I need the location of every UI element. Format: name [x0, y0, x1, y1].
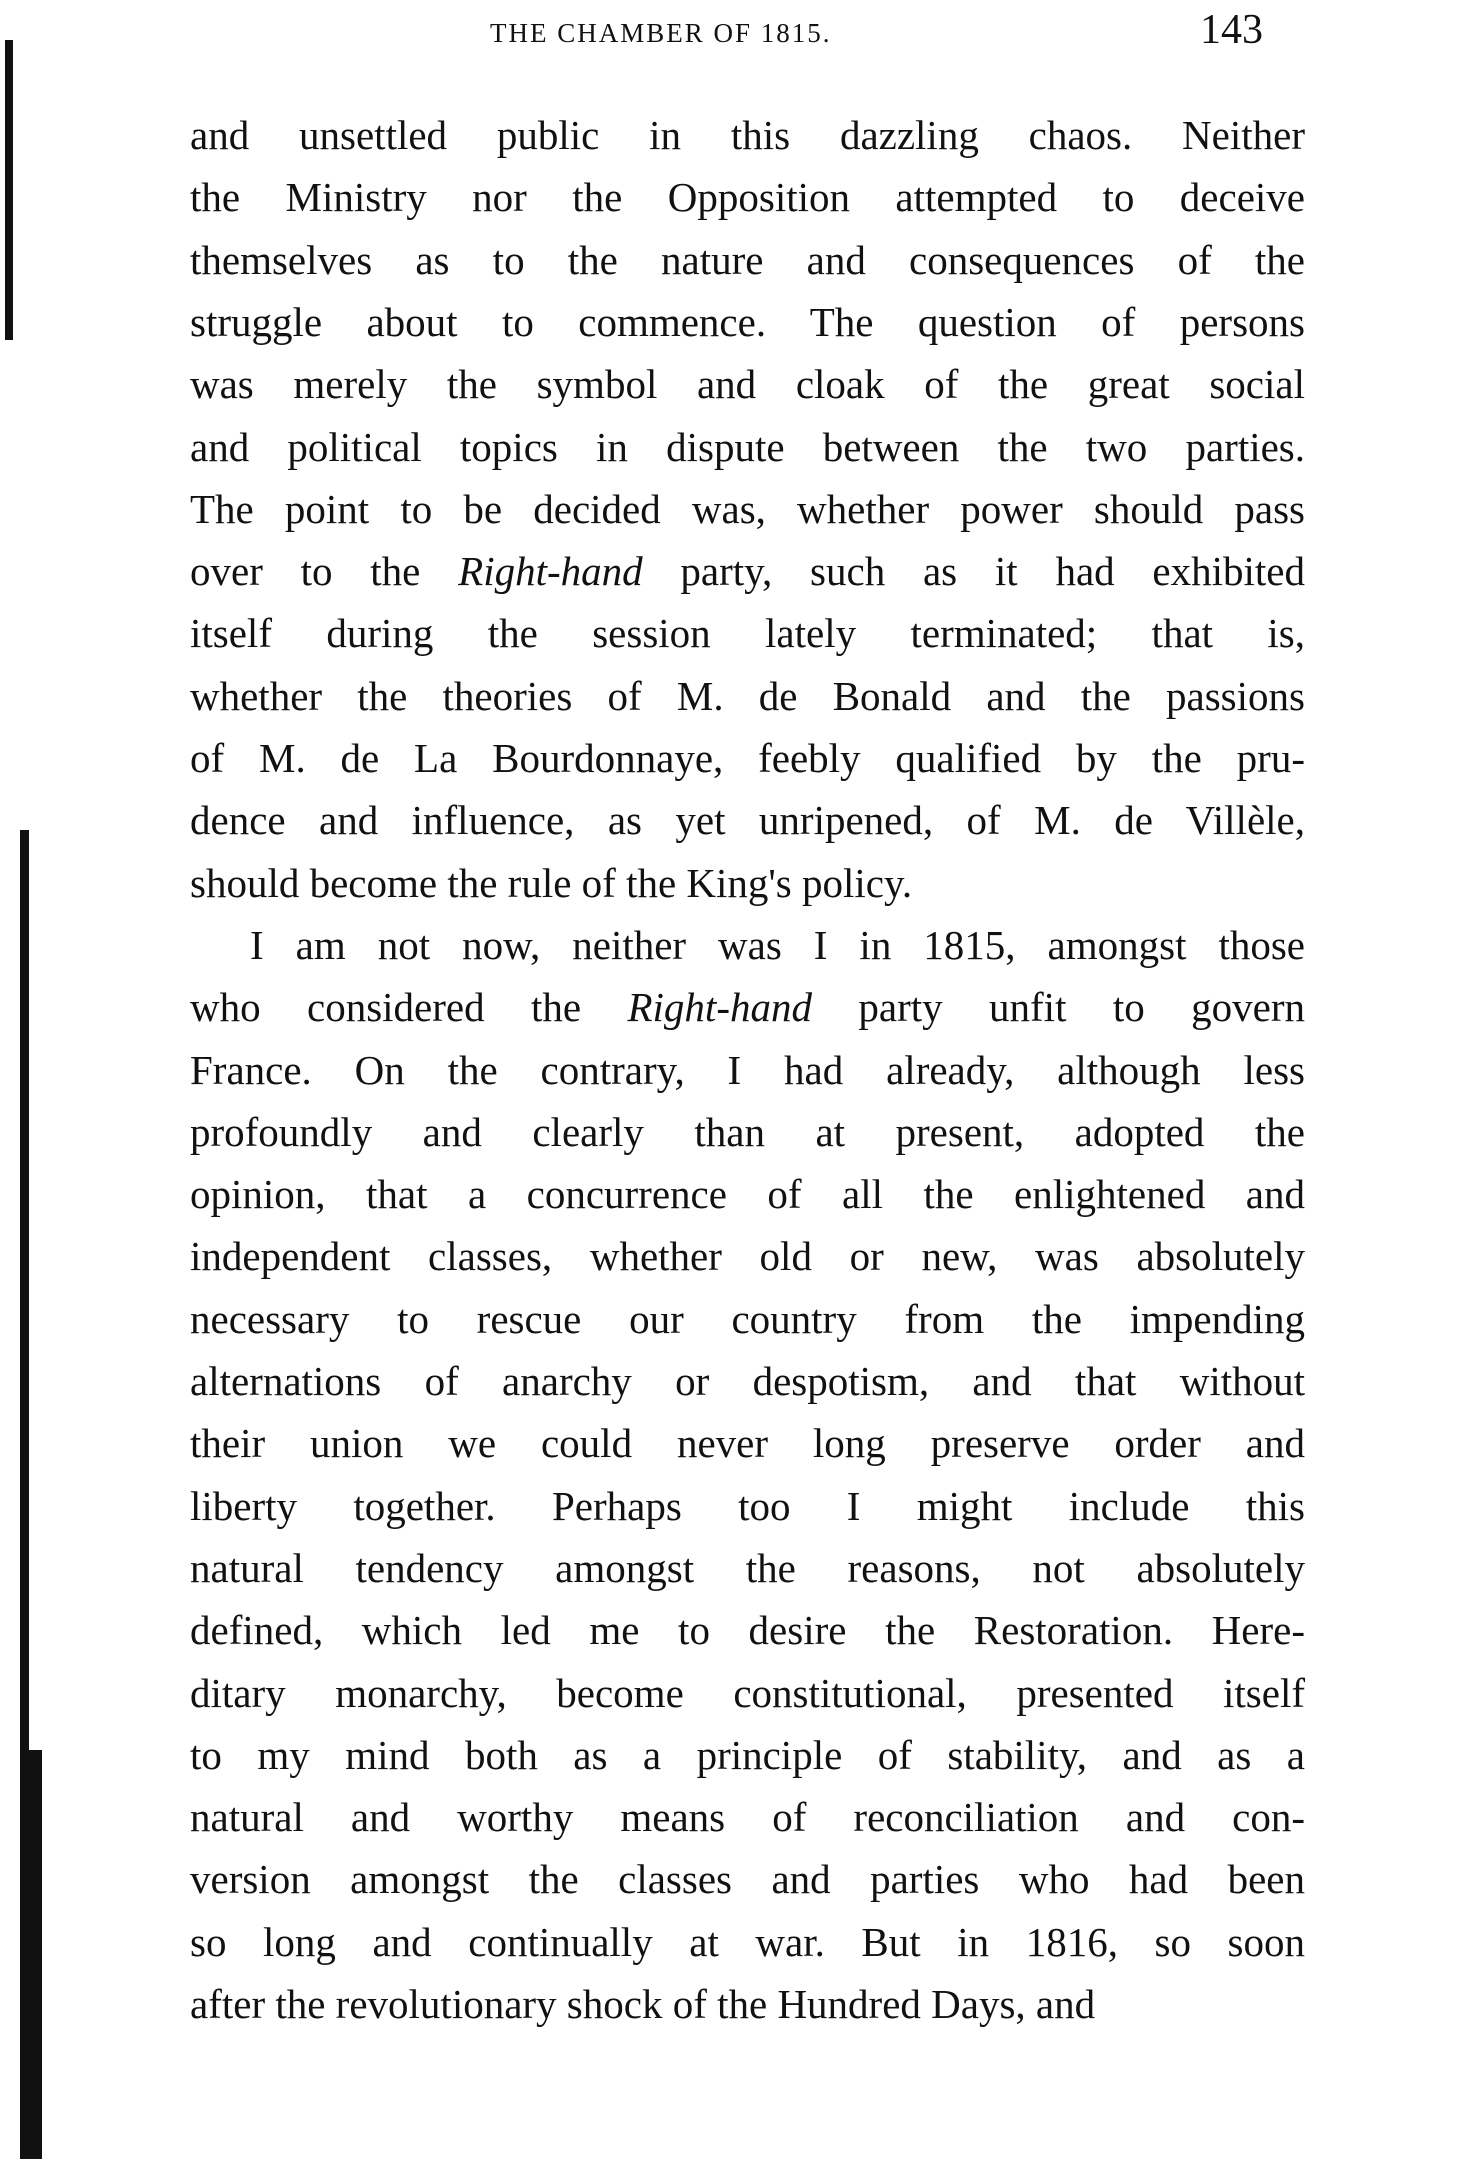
text-line: opinion, that a concurrence of all the enlightened and	[190, 1171, 1305, 1218]
text-line: themselves as to the nature and consequences of the	[190, 236, 1305, 283]
text-line: itself during the session lately terminated; that is,	[190, 610, 1305, 657]
text-line: liberty together. Perhaps too I might include this	[190, 1482, 1305, 1529]
text-line: and unsettled public in this dazzling chaos. Neither	[190, 112, 1305, 158]
text-line: struggle about to commence. The question of persons	[190, 298, 1305, 345]
text-line: alternations of anarchy or despotism, and that without	[190, 1358, 1305, 1404]
text-line: France. On the contrary, I had already, although less	[190, 1046, 1305, 1093]
text-line: so long and continually at war. But in 1816, so soon	[190, 1918, 1305, 1965]
text-line: after the revolutionary shock of the Hundred Days, and	[190, 1981, 1096, 2027]
text-line: independent classes, whether old or new, was absolutely	[190, 1233, 1305, 1280]
scan-edge-mark	[5, 40, 13, 340]
page-number: 143	[1200, 7, 1263, 53]
text-line: version amongst the classes and parties who had been	[190, 1856, 1305, 1903]
text-line: who considered the Right-hand party unfit to govern	[190, 984, 1306, 1031]
text-line: natural and worthy means of reconciliation and con-	[190, 1794, 1305, 1841]
text-line: and political topics in dispute between the two parties.	[190, 423, 1305, 470]
text-line: of M. de La Bourdonnaye, feebly qualified by the pru-	[190, 735, 1305, 781]
text-line: whether the theories of M. de Bonald and the passions	[190, 672, 1305, 719]
text-line: was merely the symbol and cloak of the great social	[190, 361, 1305, 408]
text-line: to my mind both as a principle of stability, and as a	[190, 1731, 1305, 1778]
text-line: defined, which led me to desire the Restoration. Here-	[190, 1607, 1305, 1654]
text-line: dence and influence, as yet unripened, of M. de Villèle,	[190, 797, 1305, 844]
text-line: their union we could never long preserve order and	[190, 1420, 1305, 1467]
text-line: I am not now, neither was I in 1815, amongst those	[250, 921, 1305, 968]
text-line: the Ministry nor the Opposition attempted to deceive	[190, 174, 1305, 221]
scan-edge-mark	[28, 1750, 42, 2159]
text-line: should become the rule of the King's policy.	[190, 859, 913, 906]
text-line: profoundly and clearly than at present, adopted the	[190, 1108, 1305, 1155]
running-head: THE CHAMBER OF 1815.	[490, 18, 832, 48]
text-line: The point to be decided was, whether power should pass	[190, 485, 1305, 532]
text-line: over to the Right-hand party, such as it had exhibited	[190, 548, 1305, 595]
text-line: natural tendency amongst the reasons, not absolutely	[190, 1544, 1305, 1591]
text-line: ditary monarchy, become constitutional, presented itself	[190, 1669, 1305, 1716]
text-line: necessary to rescue our country from the impending	[190, 1295, 1305, 1342]
